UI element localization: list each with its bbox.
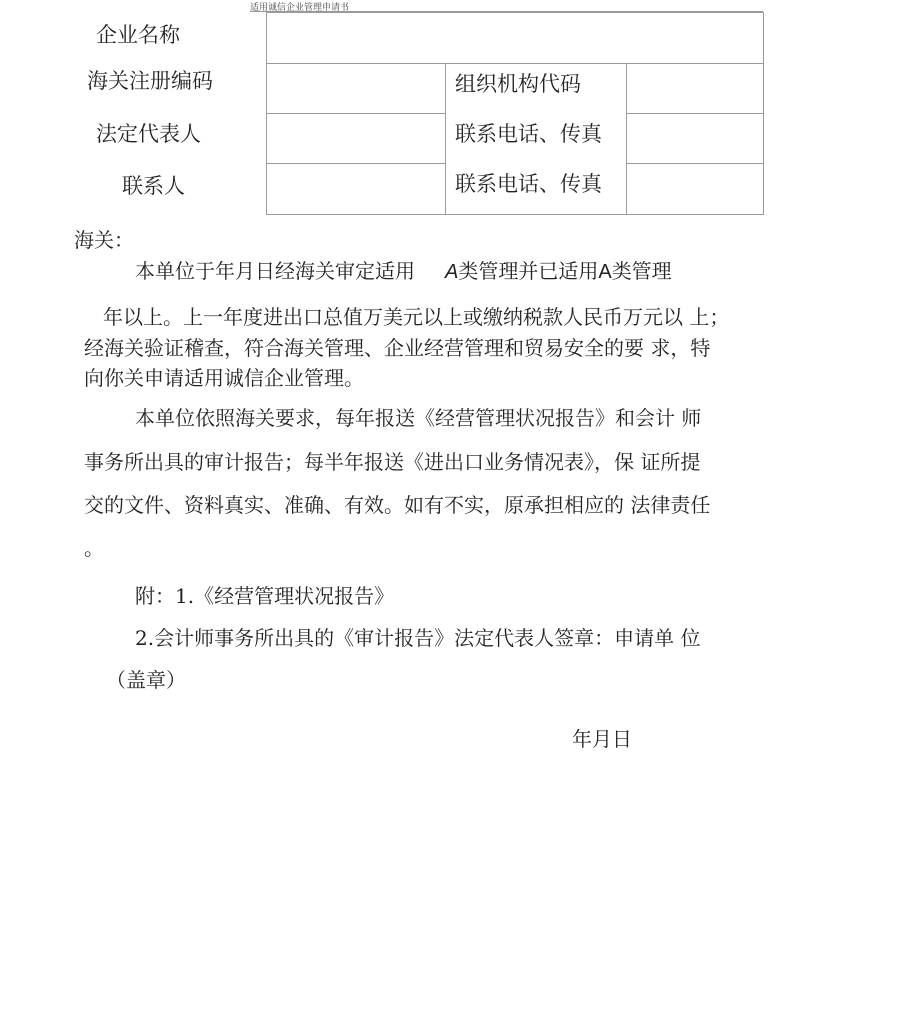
org-code-field[interactable] [626,63,764,114]
attachment-1: 附：1.《经营管理状况报告》 [135,584,395,608]
paragraph-1-line-1 [135,255,672,284]
company-name-field[interactable] [266,12,764,64]
legal-rep-field[interactable] [266,113,446,164]
p1-text-a: 本单位于年月日经海关审定适用 [135,259,415,283]
p1-grade-a-2: A [598,261,612,283]
phone-fax-field-1[interactable] [626,113,764,164]
legal-rep-label: 法定代表人 [96,122,201,146]
attachment-2: 2.会计师事务所出具的《审计报告》法定代表人签章：申请单 位 [135,626,701,650]
p1-grade-a-1: A [445,261,459,283]
phone-fax-field-2[interactable] [626,163,764,215]
contact-field[interactable] [266,163,446,215]
contact-label: 联系人 [122,174,185,198]
paragraph-1-line-4: 向你关申请适用诚信企业管理。 [84,366,364,390]
paragraph-2-line-2: 事务所出具的审计报告；每半年报送《进出口业务情况表》，保 证所提 [84,450,701,474]
paragraph-1-line-3: 经海关验证稽查，符合海关管理、企业经营管理和贸易安全的要 求，特 [84,336,711,360]
org-code-label: 组织机构代码 [455,72,581,96]
date-line: 年月日 [572,727,632,751]
customs-code-field[interactable] [266,63,446,114]
salutation: 海关： [74,228,134,252]
customs-code-label: 海关注册编码 [87,69,213,93]
seal-note: （盖章） [106,668,186,692]
paragraph-1-line-2: 年以上。上一年度进出口总值万美元以上或缴纳税款人民币万元以 上； [103,305,730,329]
p1-text-e: 类管理 [611,259,672,283]
paragraph-2-line-3: 交的文件、资料真实、准确、有效。如有不实，原承担相应的 法律责任 [84,493,711,517]
p1-text-c: 类管理并已适用 [458,259,599,283]
phone-fax-label-2: 联系电话、传真 [455,172,602,196]
company-name-label: 企业名称 [96,23,180,47]
document-header: 适用诚信企业管理申请书 [250,3,350,13]
paragraph-2-line-1: 本单位依照海关要求，每年报送《经营管理状况报告》和会计 师 [135,406,702,430]
phone-fax-label-1: 联系电话、传真 [455,122,602,146]
paragraph-2-line-4: 。 [84,536,104,560]
